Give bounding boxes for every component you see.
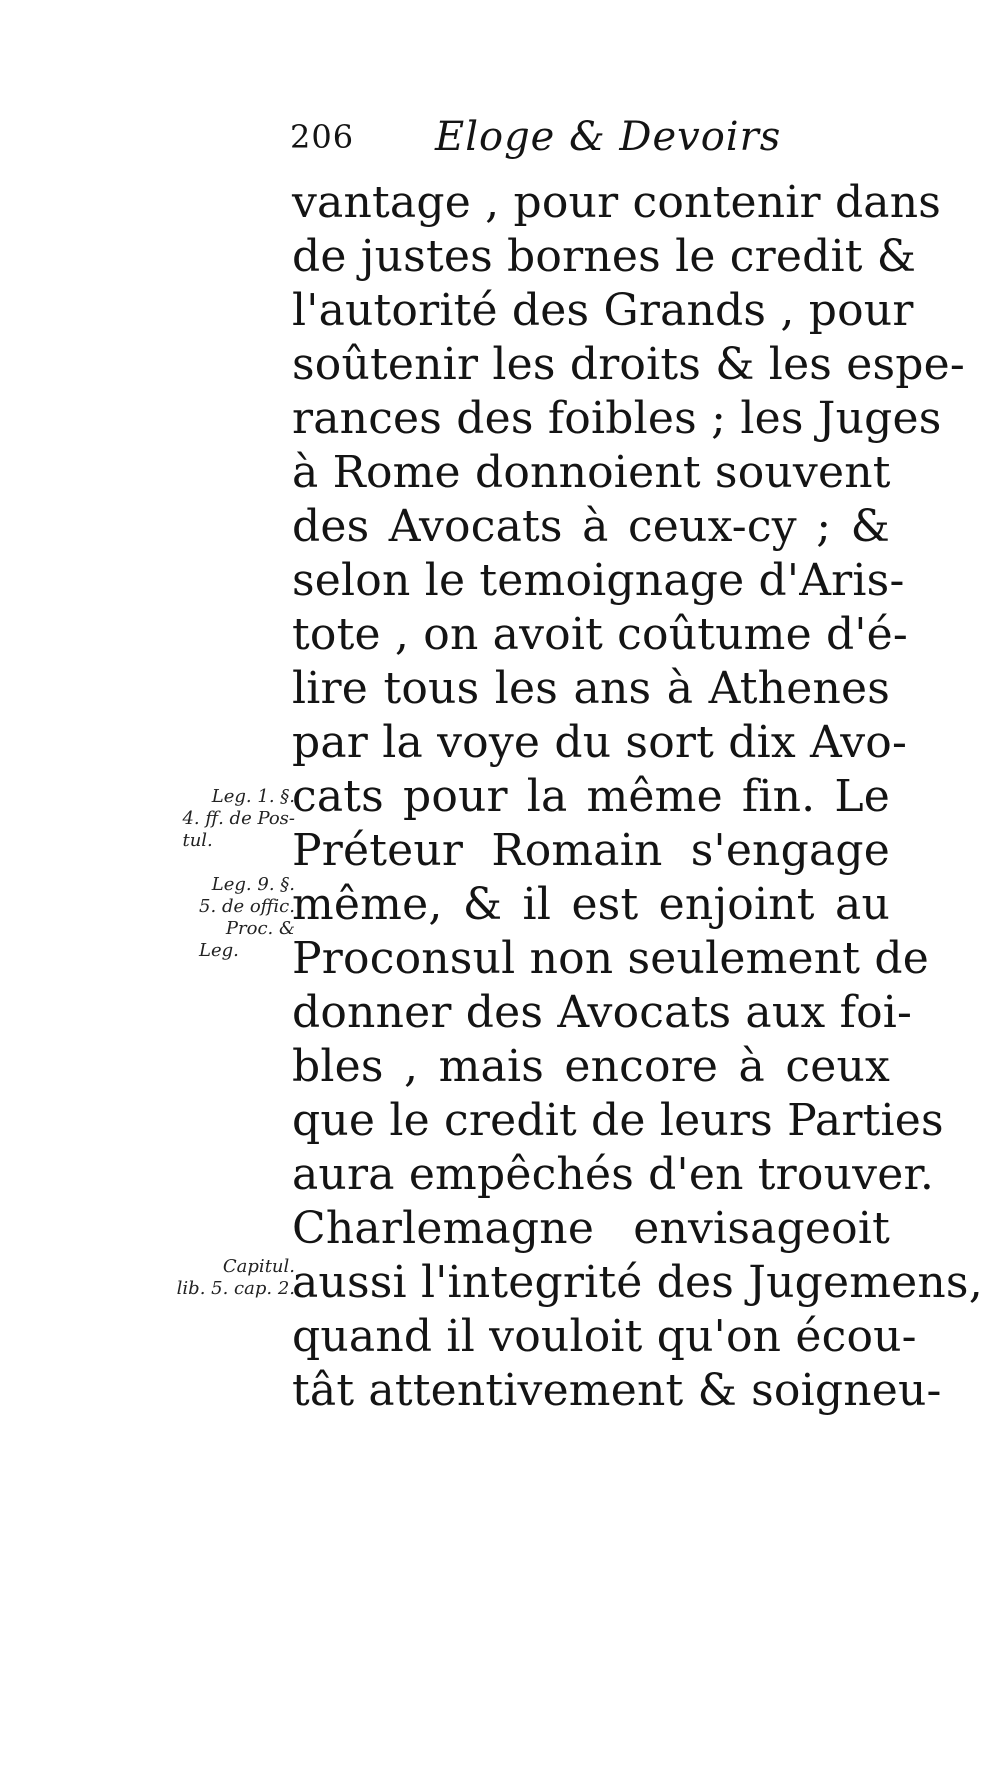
text-line: même, & il est enjoint au	[292, 879, 890, 930]
margin-note-line: Leg.	[199, 940, 239, 961]
text-line: rances des foibles ; les Juges	[292, 393, 942, 444]
text-line: Préteur Romain s'engage	[292, 825, 890, 876]
text-line: cats pour la même fin. Le	[292, 771, 890, 822]
text-line: que le credit de leurs Parties	[292, 1095, 944, 1146]
text-line: Charlemagne envisageoit	[292, 1203, 890, 1254]
margin-note-group	[177, 1256, 295, 1300]
text-line: Proconsul non seulement de	[292, 933, 929, 984]
margin-note-line: Proc. &	[225, 918, 295, 939]
text-line: soûtenir les droits & les espe-	[292, 339, 965, 390]
text-line: par la voye du sort dix Avo-	[292, 717, 908, 768]
text-line: donner des Avocats aux foi-	[292, 987, 913, 1038]
margin-note-line: 5. de offic.	[199, 896, 295, 917]
text-line: tât attentivement & soigneu-	[292, 1365, 942, 1416]
text-line: selon le temoignage d'Aris-	[292, 555, 905, 606]
text-line: quand il vouloit qu'on écou-	[292, 1311, 917, 1362]
text-line: aura empêchés d'en trouver.	[292, 1149, 935, 1200]
text-line: lire tous les ans à Athenes	[292, 663, 890, 714]
page-number: 206	[290, 118, 355, 156]
margin-note-line: 4. ff. de Pos-	[182, 808, 295, 829]
margin-note-line: Leg. 9. §.	[211, 874, 295, 895]
margin-note-line: tul.	[182, 830, 213, 851]
text-line: vantage , pour contenir dans	[292, 177, 942, 228]
text-line: de justes bornes le credit &	[292, 231, 917, 282]
text-line: à Rome donnoient souvent	[292, 447, 891, 498]
margin-note-line: Capitul.	[222, 1256, 295, 1277]
page-header	[290, 114, 890, 178]
margin-note-line: Leg. 1. §.	[211, 786, 295, 807]
text-line: bles , mais encore à ceux	[292, 1041, 890, 1092]
text-line: tote , on avoit coûtume d'é-	[292, 609, 908, 660]
margin-note-group	[199, 874, 295, 962]
text-line: des Avocats à ceux-cy ; &	[292, 501, 890, 552]
text-line: l'autorité des Grands , pour	[292, 285, 914, 336]
body-text	[292, 176, 983, 1418]
running-title: Eloge & Devoirs	[435, 114, 782, 160]
text-line: aussi l'integrité des Jugemens,	[292, 1257, 983, 1308]
margin-note-line: lib. 5. cap. 2.	[176, 1278, 295, 1299]
margin-note-group	[182, 786, 295, 852]
